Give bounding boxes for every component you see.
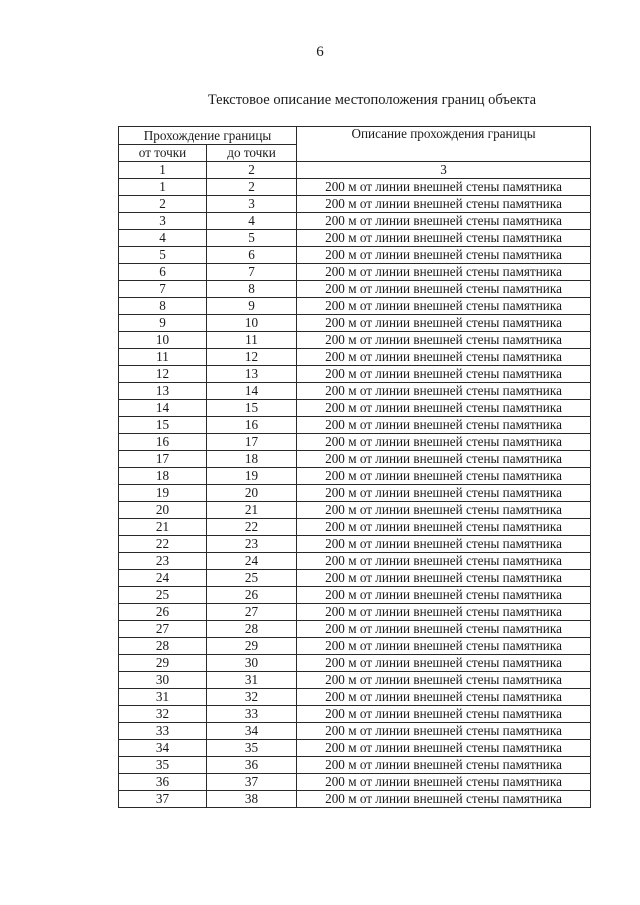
to-point-cell: 11 [207, 332, 297, 349]
table-row [119, 400, 591, 417]
to-point-cell: 4 [207, 213, 297, 230]
from-point-cell: 18 [119, 468, 207, 485]
to-point-cell: 35 [207, 740, 297, 757]
from-point-cell: 19 [119, 485, 207, 502]
table-row [119, 417, 591, 434]
description-cell: 200 м от линии внешней стены памятника [297, 434, 591, 451]
description-cell: 200 м от линии внешней стены памятника [297, 247, 591, 264]
table-row [119, 179, 591, 196]
table-row [119, 689, 591, 706]
description-cell: 200 м от линии внешней стены памятника [297, 672, 591, 689]
table-row [119, 485, 591, 502]
table-row [119, 638, 591, 655]
table-row [119, 468, 591, 485]
header-boundary-passage: Прохождение границы [119, 127, 297, 145]
description-cell: 200 м от линии внешней стены памятника [297, 723, 591, 740]
table-row [119, 587, 591, 604]
from-point-cell: 1 [119, 179, 207, 196]
table-row [119, 332, 591, 349]
description-cell: 200 м от линии внешней стены памятника [297, 740, 591, 757]
from-point-cell: 20 [119, 502, 207, 519]
from-point-cell: 9 [119, 315, 207, 332]
table-header-row [119, 127, 591, 145]
to-point-cell: 21 [207, 502, 297, 519]
from-point-cell: 12 [119, 366, 207, 383]
from-point-cell: 2 [119, 196, 207, 213]
table-row [119, 349, 591, 366]
description-cell: 200 м от линии внешней стены памятника [297, 230, 591, 247]
table-row [119, 298, 591, 315]
table-row [119, 434, 591, 451]
to-point-cell: 26 [207, 587, 297, 604]
to-point-cell: 23 [207, 536, 297, 553]
table-row [119, 570, 591, 587]
description-cell: 200 м от линии внешней стены памятника [297, 332, 591, 349]
from-point-cell: 14 [119, 400, 207, 417]
to-point-cell: 38 [207, 791, 297, 808]
description-cell: 200 м от линии внешней стены памятника [297, 587, 591, 604]
description-cell: 200 м от линии внешней стены памятника [297, 502, 591, 519]
description-cell: 200 м от линии внешней стены памятника [297, 349, 591, 366]
to-point-cell: 8 [207, 281, 297, 298]
table-row [119, 264, 591, 281]
column-number: 2 [207, 162, 297, 179]
table-row [119, 740, 591, 757]
from-point-cell: 24 [119, 570, 207, 587]
table-row [119, 536, 591, 553]
from-point-cell: 26 [119, 604, 207, 621]
table-row [119, 213, 591, 230]
from-point-cell: 8 [119, 298, 207, 315]
from-point-cell: 28 [119, 638, 207, 655]
description-cell: 200 м от линии внешней стены памятника [297, 451, 591, 468]
from-point-cell: 7 [119, 281, 207, 298]
description-cell: 200 м от линии внешней стены памятника [297, 774, 591, 791]
description-cell: 200 м от линии внешней стены памятника [297, 536, 591, 553]
description-cell: 200 м от линии внешней стены памятника [297, 553, 591, 570]
to-point-cell: 3 [207, 196, 297, 213]
description-cell: 200 м от линии внешней стены памятника [297, 383, 591, 400]
description-cell: 200 м от линии внешней стены памятника [297, 281, 591, 298]
from-point-cell: 23 [119, 553, 207, 570]
table-row [119, 247, 591, 264]
header-description: Описание прохождения границы [297, 127, 591, 162]
from-point-cell: 27 [119, 621, 207, 638]
table-row [119, 230, 591, 247]
to-point-cell: 15 [207, 400, 297, 417]
table-row [119, 196, 591, 213]
to-point-cell: 30 [207, 655, 297, 672]
header-to-point: до точки [207, 145, 297, 162]
description-cell: 200 м от линии внешней стены памятника [297, 366, 591, 383]
to-point-cell: 37 [207, 774, 297, 791]
description-cell: 200 м от линии внешней стены памятника [297, 706, 591, 723]
table-row [119, 774, 591, 791]
table-row [119, 655, 591, 672]
from-point-cell: 33 [119, 723, 207, 740]
table-row [119, 723, 591, 740]
table-row [119, 621, 591, 638]
to-point-cell: 2 [207, 179, 297, 196]
from-point-cell: 30 [119, 672, 207, 689]
to-point-cell: 13 [207, 366, 297, 383]
from-point-cell: 13 [119, 383, 207, 400]
to-point-cell: 27 [207, 604, 297, 621]
from-point-cell: 32 [119, 706, 207, 723]
to-point-cell: 9 [207, 298, 297, 315]
column-number: 3 [297, 162, 591, 179]
description-cell: 200 м от линии внешней стены памятника [297, 655, 591, 672]
column-number-row [119, 162, 591, 179]
to-point-cell: 5 [207, 230, 297, 247]
to-point-cell: 14 [207, 383, 297, 400]
description-cell: 200 м от линии внешней стены памятника [297, 485, 591, 502]
from-point-cell: 22 [119, 536, 207, 553]
from-point-cell: 36 [119, 774, 207, 791]
from-point-cell: 35 [119, 757, 207, 774]
to-point-cell: 36 [207, 757, 297, 774]
description-cell: 200 м от линии внешней стены памятника [297, 315, 591, 332]
description-cell: 200 м от линии внешней стены памятника [297, 621, 591, 638]
table-row [119, 451, 591, 468]
from-point-cell: 17 [119, 451, 207, 468]
page-number: 6 [316, 44, 324, 60]
from-point-cell: 29 [119, 655, 207, 672]
description-cell: 200 м от линии внешней стены памятника [297, 519, 591, 536]
to-point-cell: 6 [207, 247, 297, 264]
to-point-cell: 29 [207, 638, 297, 655]
description-cell: 200 м от линии внешней стены памятника [297, 604, 591, 621]
from-point-cell: 15 [119, 417, 207, 434]
table-row [119, 281, 591, 298]
to-point-cell: 10 [207, 315, 297, 332]
table-row [119, 315, 591, 332]
from-point-cell: 37 [119, 791, 207, 808]
to-point-cell: 34 [207, 723, 297, 740]
from-point-cell: 21 [119, 519, 207, 536]
description-cell: 200 м от линии внешней стены памятника [297, 791, 591, 808]
from-point-cell: 31 [119, 689, 207, 706]
from-point-cell: 3 [119, 213, 207, 230]
to-point-cell: 22 [207, 519, 297, 536]
from-point-cell: 4 [119, 230, 207, 247]
from-point-cell: 16 [119, 434, 207, 451]
to-point-cell: 16 [207, 417, 297, 434]
from-point-cell: 11 [119, 349, 207, 366]
to-point-cell: 25 [207, 570, 297, 587]
from-point-cell: 34 [119, 740, 207, 757]
boundary-table [118, 126, 591, 808]
from-point-cell: 25 [119, 587, 207, 604]
description-cell: 200 м от линии внешней стены памятника [297, 196, 591, 213]
to-point-cell: 17 [207, 434, 297, 451]
header-from-point: от точки [119, 145, 207, 162]
table-row [119, 706, 591, 723]
table-row [119, 366, 591, 383]
table-row [119, 604, 591, 621]
to-point-cell: 18 [207, 451, 297, 468]
to-point-cell: 31 [207, 672, 297, 689]
table-row [119, 502, 591, 519]
to-point-cell: 28 [207, 621, 297, 638]
document-title: Текстовое описание местоположения границ объекта [207, 92, 537, 108]
to-point-cell: 33 [207, 706, 297, 723]
table-row [119, 553, 591, 570]
from-point-cell: 5 [119, 247, 207, 264]
from-point-cell: 6 [119, 264, 207, 281]
description-cell: 200 м от линии внешней стены памятника [297, 689, 591, 706]
table-row [119, 791, 591, 808]
to-point-cell: 20 [207, 485, 297, 502]
description-cell: 200 м от линии внешней стены памятника [297, 400, 591, 417]
to-point-cell: 12 [207, 349, 297, 366]
to-point-cell: 32 [207, 689, 297, 706]
description-cell: 200 м от линии внешней стены памятника [297, 638, 591, 655]
to-point-cell: 24 [207, 553, 297, 570]
column-number: 1 [119, 162, 207, 179]
to-point-cell: 7 [207, 264, 297, 281]
to-point-cell: 19 [207, 468, 297, 485]
description-cell: 200 м от линии внешней стены памятника [297, 417, 591, 434]
description-cell: 200 м от линии внешней стены памятника [297, 570, 591, 587]
table-row [119, 383, 591, 400]
description-cell: 200 м от линии внешней стены памятника [297, 298, 591, 315]
description-cell: 200 м от линии внешней стены памятника [297, 213, 591, 230]
description-cell: 200 м от линии внешней стены памятника [297, 179, 591, 196]
description-cell: 200 м от линии внешней стены памятника [297, 757, 591, 774]
description-cell: 200 м от линии внешней стены памятника [297, 468, 591, 485]
table-row [119, 672, 591, 689]
from-point-cell: 10 [119, 332, 207, 349]
table-row [119, 757, 591, 774]
table-row [119, 519, 591, 536]
description-cell: 200 м от линии внешней стены памятника [297, 264, 591, 281]
